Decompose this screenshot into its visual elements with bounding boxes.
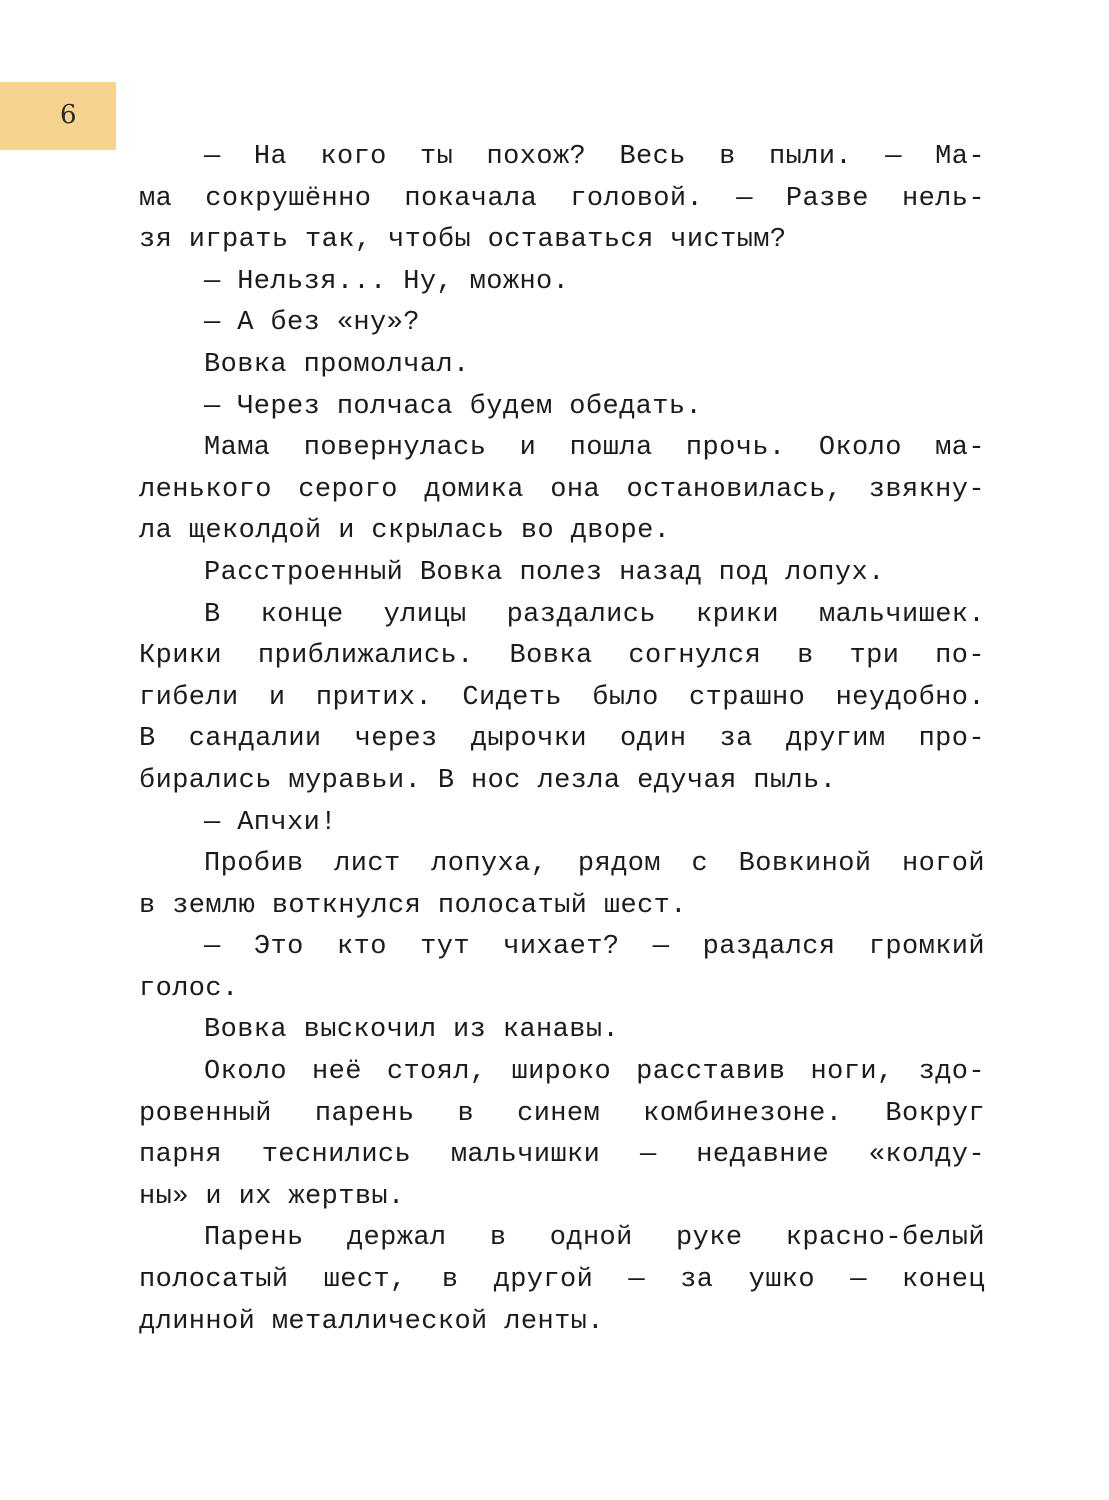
text-line: Вовка выскочил из канавы.: [204, 1015, 620, 1046]
text-line: Парень держал в одной руке красно-белый: [204, 1223, 985, 1254]
text-line: Вовка промолчал.: [204, 349, 470, 380]
text-line: ленького серого домика она остановилась, звякну-: [139, 474, 985, 505]
page-number-tab: [0, 82, 116, 150]
body-text: [139, 137, 985, 1343]
text-line: — Через полчаса будем обедать.: [204, 391, 703, 422]
text-line: бирались муравьи. В нос лезла едучая пыль.: [139, 765, 837, 796]
text-line: полосатый шест, в другой — за ушко — конец: [139, 1265, 985, 1296]
text-line: ны» и их жертвы.: [139, 1181, 405, 1212]
text-line: — Нельзя... Ну, можно.: [204, 266, 570, 297]
page-number: 6: [60, 100, 77, 130]
text-line: зя играть так, чтобы оставаться чистым?: [139, 225, 787, 256]
text-line: в землю воткнулся полосатый шест.: [139, 890, 687, 921]
text-line: — На кого ты похож? Весь в пыли. — Ма-: [204, 142, 985, 172]
text-line: парня теснились мальчишки — недавние «колду-: [139, 1140, 985, 1171]
text-line: длинной металлической ленты.: [139, 1306, 604, 1337]
text-line: ла щеколдой и скрылась во дворе.: [139, 516, 671, 547]
text-line: Крики приближались. Вовка согнулся в три по-: [139, 641, 985, 672]
text-line: В сандалии через дырочки один за другим про-: [139, 724, 985, 755]
text-line: В конце улицы раздались крики мальчишек.: [204, 599, 985, 630]
text-line: ма сокрушённо покачала головой. — Разве нель-: [139, 183, 985, 214]
text-line: — Апчхи!: [204, 807, 337, 838]
text-line: Мама повернулась и пошла прочь. Около ма-: [204, 433, 985, 464]
text-line: ровенный парень в синем комбинезоне. Вокруг: [139, 1098, 985, 1129]
text-line: — Это кто тут чихает? — раздался громкий: [204, 932, 985, 963]
text-line: Около неё стоял, широко расставив ноги, здо-: [204, 1057, 985, 1088]
text-line: — А без «ну»?: [204, 308, 420, 339]
text-line: голос.: [139, 973, 239, 1004]
text-line: Пробив лист лопуха, рядом с Вовкиной ногой: [204, 849, 985, 880]
text-line: Расстроенный Вовка полез назад под лопух.: [204, 557, 885, 588]
text-line: гибели и притих. Сидеть было страшно неудобно.: [139, 682, 985, 713]
